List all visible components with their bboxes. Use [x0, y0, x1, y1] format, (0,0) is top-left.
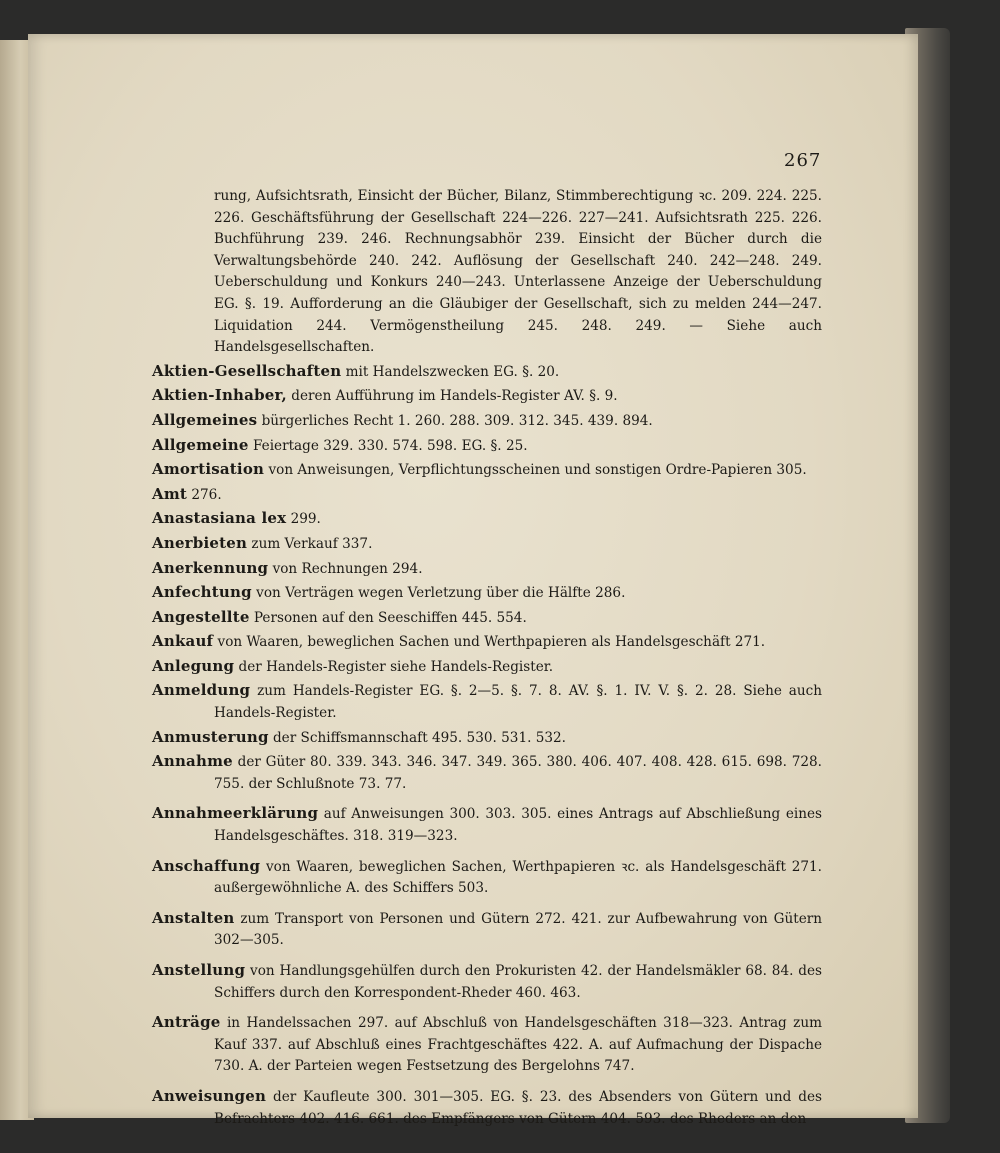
index-entry: [152, 631, 822, 654]
index-entry-text: der Schiffsmannschaft 495. 530. 531. 532.: [268, 729, 567, 746]
book-page: [28, 34, 918, 1127]
index-entry-text: zum Transport von Personen und Gütern 272. 421. zur Aufbewahrung von Gütern 302—305.: [214, 910, 822, 949]
index-entries: [152, 186, 822, 1132]
index-entry: [152, 727, 822, 750]
index-entry-text: Personen auf den Seeschiffen 445. 554.: [249, 609, 527, 626]
index-entry: [152, 1012, 822, 1078]
index-entry: [152, 656, 822, 679]
index-entry-text: deren Aufführung im Handels-Register AV. §. 9.: [286, 388, 618, 405]
index-entry-term: Anlegung: [152, 656, 235, 675]
index-entry-term: Angestellte: [152, 607, 250, 626]
index-entry: [152, 908, 822, 952]
index-entry-term: Ankauf: [152, 632, 214, 651]
index-entry: [152, 680, 822, 724]
index-entry-text: von Anweisungen, Verpflichtungsscheinen und sonstigen Ordre-Papieren 305.: [264, 462, 807, 479]
entry-list: [152, 361, 822, 1130]
index-entry-text: 276.: [187, 486, 222, 503]
index-entry-term: Aktien-Gesellschaften: [152, 361, 342, 380]
index-entry: [152, 508, 822, 531]
index-entry-term: Anweisungen: [152, 1086, 267, 1105]
index-entry-text: der Güter 80. 339. 343. 346. 347. 349. 365. 380. 406. 407. 408. 428. 615. 698. 728. 755. der Schlußnote 73. 77.: [214, 754, 822, 792]
continuation-text: rung, Aufsichtsrath, Einsicht der Bücher, Bilanz, Stimmberechtigung ꝛc. 209. 224. 225. 226. Geschäftsführung der Gesellschaft 224—226. 227—241. Aufsichtsrath 225. 226. Buchführung 239. 246. Rechnungsabhör 239. Einsicht der Bücher durch die Verwaltungsbehörde 240. 242. Auflösung der Gesellschaft 240. 242—248. 249. Ueberschuldung und Konkurs 240—243. Unterlassene Anzeige der Ueberschuldung EG. §. 19. Aufforderung an die Gläubiger der Gesellschaft, sich zu melden 244—247. Liquidation 244. Vermögenstheilung 245. 248. 249. — Siehe auch Handelsgesellschaften.: [214, 188, 822, 356]
index-entry: [152, 960, 822, 1004]
index-entry-text: zum Verkauf 337.: [247, 535, 373, 552]
index-entry-term: Anfechtung: [152, 583, 252, 602]
index-entry-text: zum Handels-Register EG. §. 2—5. §. 7. 8. AV. §. 1. IV. V. §. 2. 28. Siehe auch Handels-Register.: [214, 683, 822, 722]
index-entry-term: Annahmeerklärung: [152, 804, 319, 823]
index-entry-term: Anastasiana lex: [152, 509, 287, 528]
page-number: 267: [784, 150, 822, 171]
index-entry-term: Anerkennung: [152, 558, 269, 577]
index-entry-text: mit Handelszwecken EG. §. 20.: [341, 363, 560, 380]
index-entry-term: Amt: [152, 484, 188, 503]
index-entry-text: bürgerliches Recht 1. 260. 288. 309. 312. 345. 439. 894.: [257, 412, 653, 429]
index-entry-text: von Handlungsgehülfen durch den Prokuristen 42. der Handelsmäkler 68. 84. des Schiffers durch den Korrespondent-Rheder 460. 463.: [214, 963, 822, 1001]
index-entry-text: von Waaren, beweglichen Sachen und Werthpapieren als Handelsgeschäft 271.: [213, 634, 766, 651]
index-entry-term: Anmeldung: [152, 681, 251, 700]
index-entry: [152, 751, 822, 795]
index-entry: [152, 856, 822, 900]
index-entry-term: Aktien-Inhaber,: [152, 386, 287, 405]
index-entry-text: der Kaufleute 300. 301—305. EG. §. 23. des Absenders von Gütern und des Befrachters 402. 416. 661. des Empfängers von Gütern 404. 593. des Rheders an den: [214, 1088, 822, 1127]
index-entry: [152, 459, 822, 482]
index-entry: [152, 361, 822, 384]
index-entry: [152, 385, 822, 408]
index-entry-text: von Waaren, beweglichen Sachen, Werthpapieren ꝛc. als Handelsgeschäft 271. außergewöhnliche A. des Schiffers 503.: [214, 858, 822, 897]
index-entry: [152, 582, 822, 605]
index-entry: [152, 1086, 822, 1130]
index-entry-term: Allgemeine: [152, 435, 249, 454]
index-entry-term: Anträge: [152, 1013, 221, 1032]
index-entry-text: auf Anweisungen 300. 303. 305. eines Antrags auf Abschließung eines Handelsgeschäftes. 318. 319—323.: [214, 806, 822, 845]
index-entry: [152, 803, 822, 847]
index-entry: [152, 435, 822, 458]
index-entry-text: der Handels-Register siehe Handels-Register.: [234, 658, 554, 675]
index-entry-text: von Rechnungen 294.: [268, 560, 423, 577]
index-entry-term: Anerbieten: [152, 533, 248, 552]
index-entry-text: von Verträgen wegen Verletzung über die Hälfte 286.: [251, 585, 626, 602]
index-entry: [152, 607, 822, 630]
index-entry-term: Amortisation: [152, 460, 265, 479]
index-entry: [152, 558, 822, 581]
index-entry-term: Anschaffung: [152, 856, 261, 875]
index-entry-term: Anstalten: [152, 908, 235, 927]
index-entry: [152, 484, 822, 507]
index-entry: [152, 533, 822, 556]
index-entry-text: 299.: [286, 511, 321, 528]
index-entry-text: Feiertage 329. 330. 574. 598. EG. §. 25.: [248, 437, 528, 454]
index-entry-text: in Handelssachen 297. auf Abschluß von Handelsgeschäften 318—323. Antrag zum Kauf 337. auf Abschluß eines Frachtgeschäftes 422. A. auf Aufmachung der Dispache 730. A. der Parteien wegen Festsetzung des Bergelohns 747.: [214, 1015, 822, 1075]
index-entry-term: Annahme: [152, 752, 233, 771]
index-entry-term: Anstellung: [152, 961, 246, 979]
index-entry: [152, 410, 822, 433]
index-entry-term: Anmusterung: [152, 727, 269, 746]
index-entry-term: Allgemeines: [152, 410, 258, 429]
